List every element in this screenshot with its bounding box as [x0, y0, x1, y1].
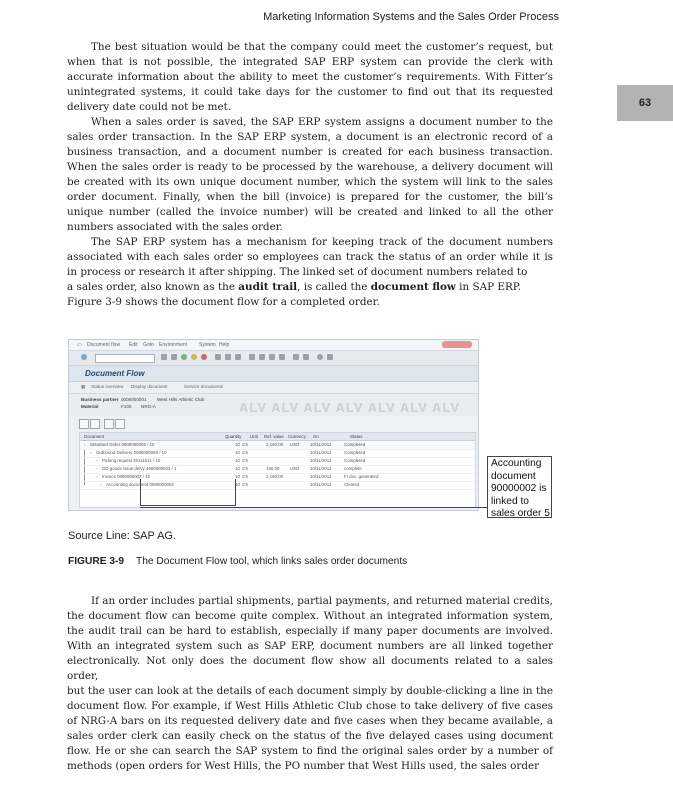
col-ref-value: Ref. value — [264, 434, 284, 439]
service-documents-button[interactable]: Service documents — [184, 384, 224, 389]
body-line: business transaction, and a document number is created for each business transaction. — [67, 146, 553, 158]
save-icon[interactable] — [171, 354, 177, 360]
cell-ref-value: 160.00 — [266, 466, 280, 471]
cell-unit: CS — [242, 466, 249, 471]
document-icon: ▫ — [84, 442, 86, 447]
menu-help[interactable]: Help — [219, 342, 230, 348]
term-document-flow: document flow — [370, 281, 456, 293]
sap-list-toolbar — [79, 419, 139, 429]
sap-standard-toolbar — [69, 351, 478, 366]
body-line: of NRG-A bars on its requested delivery date and five cases when they became available, a — [67, 715, 553, 727]
col-unit: Unit — [250, 434, 258, 439]
cell-status: Completed — [344, 442, 366, 447]
body-line: methods (open orders for West Hills, the PO number that West Hills used, the sales order — [67, 760, 540, 772]
running-head: Marketing Information Systems and the Sales Order Process — [263, 11, 559, 23]
body-line: delivery date could not be met. — [67, 101, 232, 113]
cell-status: Completed — [344, 450, 366, 455]
figure-number: FIGURE 3-9 — [68, 556, 125, 567]
body-line: unique number (called the invoice number) will be created and linked to all the other — [67, 206, 553, 218]
shortcut-icon[interactable] — [303, 354, 309, 360]
display-document-button[interactable]: Display document — [131, 384, 168, 389]
cell-unit: CS — [242, 442, 249, 447]
cell-status: Cleared — [344, 482, 360, 487]
cell-document: Picking request 20111011 / 10 — [102, 458, 161, 463]
document-icon: ▫ — [100, 482, 102, 487]
cell-on: 10/11/2011 — [310, 482, 332, 487]
material-value: F100 — [121, 404, 132, 409]
cell-unit: CS — [242, 450, 249, 455]
callout-leader-box — [140, 479, 236, 506]
cell-unit: CS — [242, 482, 249, 487]
prev-page-icon[interactable] — [259, 354, 265, 360]
cell-document: Accounting document 0090000002 — [106, 482, 174, 487]
body-line: When a sales order is saved, the SAP ERP system assigns a document number to the — [91, 116, 553, 128]
cell-quantity: 10 — [235, 474, 240, 479]
menu-environment[interactable]: Environment — [159, 342, 188, 348]
body-line: document flow. For example, if West Hills Athletic Club chose to take delivery of five cases — [67, 700, 553, 712]
menu-system[interactable]: System — [199, 342, 216, 348]
exit-icon[interactable] — [191, 354, 197, 360]
body-line: The best situation would be that the company could meet the customer’s request, but — [91, 41, 553, 53]
document-icon: ▫ — [96, 474, 98, 479]
cell-document: Standard Order 0000000005 / 10 — [90, 442, 155, 447]
body-line: the document flow can become quite complex. Without an integrated information system, — [67, 610, 553, 622]
cell-unit: CS — [242, 474, 249, 479]
body-line: electronically. Not only does the document flow show all documents related to a sales order, — [67, 655, 553, 682]
layout-icon[interactable] — [327, 354, 333, 360]
alv-watermark: ALV ALV ALV ALV ALV ALV ALV — [239, 400, 461, 415]
body-line: The SAP ERP system has a mechanism for keeping track of the document numbers — [91, 236, 553, 248]
document-icon: ▫ — [90, 450, 92, 455]
back-icon[interactable] — [161, 354, 167, 360]
document-icon: ▫ — [96, 458, 98, 463]
callout-line: sales order 5 — [491, 508, 550, 520]
menu-goto[interactable]: Goto — [143, 342, 154, 348]
col-quantity: Quantity — [225, 434, 242, 439]
export-icon[interactable] — [115, 419, 125, 429]
business-partner-name: West Hills Athletic Club — [157, 397, 205, 402]
cell-quantity: 10 — [235, 442, 240, 447]
print-list-icon[interactable] — [104, 419, 114, 429]
table-header — [80, 433, 475, 441]
figure-caption-text: The Document Flow tool, which links sales order documents — [136, 556, 408, 567]
collapse-icon[interactable] — [90, 419, 100, 429]
callout-leader-line — [140, 507, 487, 508]
document-icon: ▫ — [96, 466, 98, 471]
window-controls[interactable] — [442, 341, 472, 348]
cancel-icon[interactable] — [201, 354, 207, 360]
accounting-document-callout — [487, 456, 552, 518]
cell-quantity: 10 — [235, 450, 240, 455]
figure-ref-line: Figure 3-9 shows the document flow for a completed order. — [67, 296, 380, 308]
body-line: accurate information about the ability to meet the customer’s requirements. With Fitter’s — [67, 71, 553, 83]
body-line: when that is not possible, the integrated SAP ERP system can provide the clerk with — [67, 56, 553, 68]
col-status: Status — [350, 434, 363, 439]
last-page-icon[interactable] — [279, 354, 285, 360]
col-on: On — [313, 434, 319, 439]
body-text-bottom — [67, 594, 553, 774]
business-partner-label: Business partner — [81, 397, 119, 402]
print-icon[interactable] — [215, 354, 221, 360]
cell-on: 10/11/2011 — [310, 442, 332, 447]
body-line: If an order includes partial shipments, partial payments, and returned material credits, — [91, 595, 553, 607]
cell-on: 10/11/2011 — [310, 450, 332, 455]
status-overview-icon[interactable]: ▦ — [81, 384, 86, 389]
body-line: sales order transaction. In the SAP ERP system, a document is an electronic record of a — [67, 131, 553, 143]
cell-unit: CS — [242, 458, 249, 463]
menu-edit[interactable]: Edit — [129, 342, 138, 348]
cell-on: 10/11/2011 — [310, 458, 332, 463]
find-icon[interactable] — [225, 354, 231, 360]
term-audit-trail: audit trail — [238, 281, 298, 293]
find-next-icon[interactable] — [235, 354, 241, 360]
material-name: NRG-A — [141, 404, 156, 409]
help-icon[interactable] — [317, 354, 323, 360]
sap-menu-icon[interactable]: ▭ — [77, 342, 82, 348]
source-line: Source Line: SAP AG. — [68, 530, 177, 542]
callout-line: document — [491, 470, 536, 482]
page-number: 63 — [638, 97, 652, 109]
sap-document-flow-screenshot — [68, 339, 479, 511]
callout-line: linked to — [491, 495, 529, 507]
cell-quantity: 10 — [235, 458, 240, 463]
sap-screen-title: Document Flow — [85, 369, 145, 378]
callout-line: 90000002 is — [491, 483, 547, 495]
body-line: sales order clerk can easily check on the status of the five delayed cases using document — [67, 730, 553, 742]
first-page-icon[interactable] — [249, 354, 255, 360]
cell-currency: USD — [290, 466, 300, 471]
page-number-tab — [617, 85, 673, 121]
cell-on: 10/11/2011 — [310, 466, 332, 471]
cell-on: 10/11/2011 — [310, 474, 332, 479]
next-page-icon[interactable] — [269, 354, 275, 360]
body-line: but the user can look at the details of each document simply by double-clicking a line in the — [67, 685, 553, 697]
sap-application-toolbar — [69, 382, 478, 394]
cell-status: FI doc. generated — [344, 474, 379, 479]
document-flow-table — [79, 432, 476, 508]
cell-status: Completed — [344, 458, 366, 463]
business-partner-value: 0000000001 — [121, 397, 147, 402]
body-line: When the sales order is ready to be processed by the warehouse, a delivery document will — [67, 161, 553, 173]
cell-quantity: 10 — [235, 482, 240, 487]
col-document: Document — [84, 434, 105, 439]
cell-status: complete — [344, 466, 362, 471]
expand-icon[interactable] — [79, 419, 89, 429]
body-line: With an integrated system such as SAP ERP, document numbers are all linked together — [67, 640, 553, 652]
body-line: be created with its own unique document number, which the system will link to the sales — [67, 176, 553, 188]
cell-document: Outbound Delivery 0080000083 / 10 — [96, 450, 167, 455]
cell-quantity: 10 — [235, 466, 240, 471]
body-line: flow. He or she can search the SAP system to find the original sales order by a number of — [67, 745, 553, 757]
body-line: the audit trail can be hard to establish, especially if many paper documents are involved. — [67, 625, 553, 637]
command-field[interactable] — [95, 354, 155, 363]
body-line: unintegrated systems, it could take days for the customer to find out that its requested — [67, 86, 553, 98]
body-line: numbers associated with the sales order. — [67, 221, 283, 233]
sap-screen-title-bar — [69, 366, 478, 382]
figure-caption — [68, 556, 407, 567]
col-currency: Currency — [288, 434, 306, 439]
cell-ref-value: 2,160.00 — [266, 474, 284, 479]
cell-ref-value: 2,160.00 — [266, 442, 284, 447]
green-back-icon[interactable] — [181, 354, 187, 360]
cell-document: Invoice 0090000002 / 10 — [102, 474, 151, 479]
enter-icon[interactable] — [81, 354, 87, 360]
new-session-icon[interactable] — [293, 354, 299, 360]
body-line: associated with each sales order so employees can track the status of an order while it is — [67, 251, 553, 263]
callout-line: Accounting — [491, 458, 542, 469]
body-line: in process or research it after shipping. The linked set of document numbers related to — [67, 266, 528, 278]
menu-document-flow[interactable]: Document flow — [87, 342, 121, 348]
body-line: order document. Finally, when the bill (invoice) is prepared for the customer, the bill’s — [67, 191, 553, 203]
status-overview-button[interactable]: Status overview — [91, 384, 124, 389]
material-label: Material — [81, 404, 99, 409]
cell-document: GD goods issue:delvy 4900000033 / 1 — [102, 466, 177, 471]
sap-menubar — [69, 340, 478, 351]
audit-trail-line: a sales order, also known as the audit trail, is called the document flow in SAP ERP. — [67, 281, 521, 293]
cell-currency: USD — [290, 442, 300, 447]
body-text-top — [67, 40, 553, 310]
